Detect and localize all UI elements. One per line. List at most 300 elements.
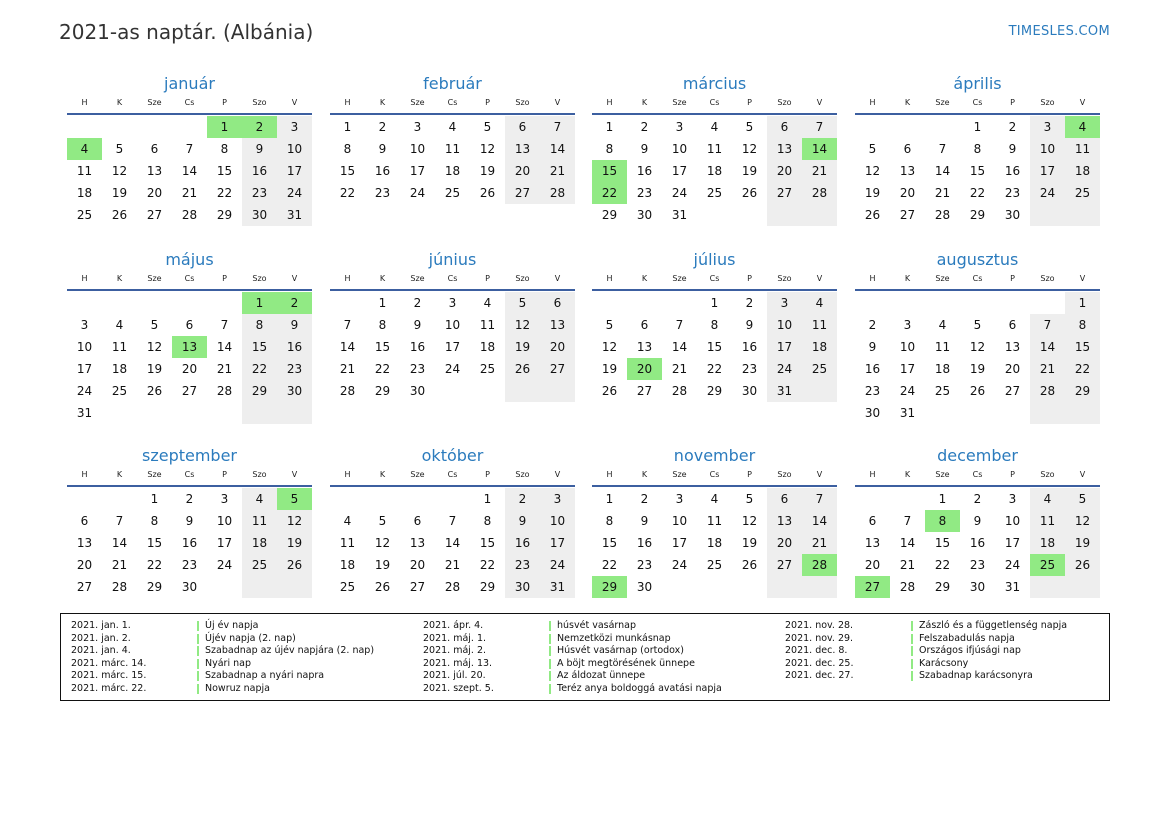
day-cell: 6 [80,514,89,528]
weekday-label: V [291,470,298,479]
day-cell: 13 [864,536,881,550]
empty-cell [102,116,137,138]
day-grid [330,487,575,598]
day-cell: 22 [1065,358,1100,380]
month-name: június [428,250,477,269]
day-cell: 19 [601,362,618,376]
weekday-header [592,96,837,112]
day-cell: 7 [938,142,947,156]
holiday-date: 2021. dec. 27. [785,670,854,681]
day-cell: 11 [1030,510,1065,532]
day-cell: 27 [855,576,890,598]
empty-cell [1065,576,1100,598]
day-cell: 4 [242,488,277,510]
weekday-label: Sze [410,470,425,479]
weekday-label: Sze [935,470,950,479]
day-cell: 11 [706,142,723,156]
day-cell: 5 [483,120,492,134]
legend-row [61,645,374,658]
day-cell: 9 [242,138,277,160]
month-name: július [693,250,736,269]
empty-cell [102,488,137,510]
day-cell: 4 [802,292,837,314]
day-cell: 3 [277,116,312,138]
day-cell: 24 [277,182,312,204]
day-cell: 4 [938,318,947,332]
day-cell: 9 [973,514,982,528]
holiday-date: 2021. szept. 5. [423,682,494,694]
day-cell: 31 [899,406,916,420]
holiday-date: 2021. márc. 14. [71,657,147,669]
empty-cell [662,576,697,598]
day-cell: 27 [1004,384,1021,398]
day-cell: 26 [111,208,128,222]
holiday-date: 2021. máj. 1. [423,632,487,644]
day-cell: 24 [216,558,233,572]
empty-cell [855,292,890,314]
holiday-date: 2021. máj. 13. [423,657,493,669]
holiday-name: Újév napja (2. nap) [205,632,296,644]
day-cell: 31 [277,204,312,226]
day-cell: 29 [934,580,951,594]
weekday-label: K [116,98,123,107]
holiday-marker [197,646,199,656]
day-cell: 7 [903,514,912,528]
day-cell: 22 [374,362,391,376]
holiday-date: 2021. máj. 2. [423,645,487,656]
empty-cell [855,116,890,138]
day-cell: 30 [409,384,426,398]
day-cell: 28 [1030,380,1065,402]
weekday-label: P [747,470,752,479]
month-name: március [682,74,747,93]
day-cell: 30 [636,208,653,222]
day-cell: 28 [934,208,951,222]
day-cell: 4 [343,514,352,528]
holiday-date: 2021. ápr. 4. [423,620,484,631]
day-cell: 31 [671,208,688,222]
day-cell: 21 [802,532,837,554]
empty-cell [802,576,837,598]
day-cell: 17 [76,362,93,376]
day-cell: 30 [636,580,653,594]
weekday-header [67,272,312,288]
day-cell: 5 [115,142,124,156]
day-cell: 15 [592,160,627,182]
page-title: 2021-as naptár. (Albánia) [59,20,314,44]
day-cell: 31 [540,576,575,598]
day-cell: 1 [242,292,277,314]
empty-cell [662,292,697,314]
weekday-label: K [641,470,648,479]
day-cell: 2 [185,492,194,506]
day-cell: 6 [505,116,540,138]
month-name: május [165,250,214,269]
legend-row [413,633,722,646]
weekday-label: Szo [777,470,792,479]
day-cell: 19 [479,164,496,178]
day-cell: 5 [973,318,982,332]
day-cell: 7 [675,318,684,332]
day-cell: 29 [242,380,277,402]
month-name: november [673,446,756,465]
weekday-label: H [344,470,351,479]
day-cell: 10 [671,514,688,528]
day-cell: 1 [710,296,719,310]
day-cell: 19 [741,164,758,178]
day-cell: 9 [505,510,540,532]
holiday-name: Az áldozat ünnepe [557,670,646,681]
weekday-label: H [869,98,876,107]
day-cell: 3 [413,120,422,134]
day-cell: 22 [601,558,618,572]
weekday-label: P [747,274,752,283]
day-cell: 21 [1030,358,1065,380]
day-cell: 15 [601,536,618,550]
day-cell: 7 [802,116,837,138]
holiday-date: 2021. dec. 25. [785,657,854,669]
day-cell: 6 [150,142,159,156]
weekday-label: V [1079,470,1086,479]
day-cell: 21 [934,186,951,200]
legend-row [61,658,374,671]
empty-cell [995,402,1030,424]
day-cell: 11 [76,164,93,178]
empty-cell [732,204,767,226]
weekday-label: Sze [147,98,162,107]
day-cell: 17 [277,160,312,182]
legend-row [413,670,722,683]
day-cell: 17 [1004,536,1021,550]
day-cell: 12 [505,314,540,336]
day-cell: 24 [671,186,688,200]
day-cell: 23 [636,558,653,572]
day-cell: 19 [505,336,540,358]
weekday-label: V [291,274,298,283]
day-cell: 10 [540,510,575,532]
empty-cell [137,116,172,138]
month-name: október [421,446,484,465]
holiday-date: 2021. nov. 29. [785,632,854,644]
weekday-label: Cs [184,274,195,283]
weekday-label: Cs [184,98,195,107]
day-cell: 8 [378,318,387,332]
weekday-label: V [816,274,823,283]
day-cell: 27 [636,384,653,398]
empty-cell [1030,576,1065,598]
day-cell: 15 [374,340,391,354]
holiday-name: Szabadnap a nyári napra [205,670,325,681]
day-cell: 18 [706,164,723,178]
day-cell: 23 [1004,186,1021,200]
empty-cell [67,116,102,138]
holiday-name: Nyári nap [205,657,251,669]
day-cell: 22 [479,558,496,572]
weekday-label: H [606,470,613,479]
day-cell: 2 [745,296,754,310]
day-cell: 28 [540,182,575,204]
holiday-marker [911,671,913,681]
day-cell: 2 [868,318,877,332]
day-cell: 10 [671,142,688,156]
day-cell: 12 [969,340,986,354]
empty-cell [330,292,365,314]
day-cell: 27 [767,554,802,576]
day-cell: 28 [111,580,128,594]
day-cell: 10 [277,138,312,160]
holiday-name: Karácsony [919,657,969,669]
weekday-label: K [379,98,386,107]
day-cell: 12 [864,164,881,178]
day-grid [330,115,575,204]
day-cell: 26 [741,186,758,200]
day-cell: 29 [706,384,723,398]
holiday-name: Húsvét vasárnap (ortodox) [557,645,685,656]
day-cell: 1 [378,296,387,310]
day-cell: 28 [671,384,688,398]
day-cell: 20 [899,186,916,200]
day-cell: 14 [111,536,128,550]
day-cell: 25 [706,558,723,572]
day-cell: 26 [969,384,986,398]
weekday-label: K [904,98,911,107]
day-cell: 21 [444,558,461,572]
day-cell: 30 [741,384,758,398]
day-cell: 20 [505,160,540,182]
day-cell: 6 [1008,318,1017,332]
day-cell: 25 [479,362,496,376]
brand-link[interactable]: TIMESLES.COM [1008,24,1110,39]
day-cell: 9 [745,318,754,332]
day-cell: 8 [220,142,229,156]
day-cell: 12 [741,142,758,156]
empty-cell [767,204,802,226]
holiday-date: 2021. jan. 1. [71,620,131,631]
day-cell: 15 [969,164,986,178]
day-cell: 5 [605,318,614,332]
day-cell: 30 [242,204,277,226]
day-cell: 12 [601,340,618,354]
day-cell: 19 [111,186,128,200]
day-cell: 16 [242,160,277,182]
weekday-label: Sze [672,274,687,283]
day-cell: 31 [767,380,802,402]
day-cell: 10 [767,314,802,336]
day-cell: 2 [640,492,649,506]
empty-cell [1030,402,1065,424]
day-cell: 17 [540,532,575,554]
day-cell: 3 [448,296,457,310]
holiday-name: Nowruz napja [205,682,270,694]
day-cell: 23 [374,186,391,200]
day-cell: 1 [483,492,492,506]
day-cell: 16 [636,164,653,178]
weekday-label: V [291,98,298,107]
weekday-header [855,272,1100,288]
empty-cell [732,576,767,598]
day-cell: 4 [483,296,492,310]
day-cell: 20 [767,160,802,182]
day-cell: 1 [207,116,242,138]
weekday-label: V [816,470,823,479]
weekday-label: P [222,274,227,283]
empty-cell [1065,204,1100,226]
day-cell: 26 [1065,554,1100,576]
holiday-name: Felszabadulás napja [919,632,1015,644]
day-cell: 26 [505,358,540,380]
day-cell: 20 [864,558,881,572]
day-cell: 2 [277,292,312,314]
day-cell: 28 [216,384,233,398]
day-cell: 18 [111,362,128,376]
empty-cell [697,576,732,598]
day-cell: 21 [671,362,688,376]
empty-cell [242,576,277,598]
day-cell: 19 [741,536,758,550]
month-block [855,248,1100,424]
day-cell: 25 [1065,182,1100,204]
day-cell: 26 [277,554,312,576]
empty-cell [1030,292,1065,314]
legend-row [775,670,1067,683]
month-name: február [423,74,482,93]
day-cell: 6 [767,116,802,138]
weekday-label: H [81,98,88,107]
day-cell: 14 [540,138,575,160]
legend-column [413,620,722,695]
day-cell: 13 [146,164,163,178]
day-cell: 17 [216,536,233,550]
day-cell: 22 [969,186,986,200]
day-cell: 14 [444,536,461,550]
day-cell: 9 [1008,142,1017,156]
day-cell: 21 [802,160,837,182]
day-cell: 20 [146,186,163,200]
day-cell: 6 [903,142,912,156]
day-cell: 30 [864,406,881,420]
day-cell: 24 [671,558,688,572]
empty-cell [330,488,365,510]
day-cell: 5 [378,514,387,528]
weekday-label: V [554,470,561,479]
day-cell: 8 [710,318,719,332]
day-cell: 12 [111,164,128,178]
day-cell: 18 [1030,532,1065,554]
day-cell: 8 [925,510,960,532]
day-cell: 6 [413,514,422,528]
holiday-marker [549,621,551,631]
holiday-marker [197,659,199,669]
day-cell: 21 [111,558,128,572]
empty-cell [960,292,995,314]
day-cell: 11 [802,314,837,336]
day-cell: 12 [146,340,163,354]
empty-cell [995,292,1030,314]
day-cell: 11 [444,142,461,156]
day-cell: 24 [444,362,461,376]
holiday-marker [197,671,199,681]
empty-cell [540,380,575,402]
legend-row [61,670,374,683]
holiday-name: Szabadnap karácsonyra [919,670,1033,681]
empty-cell [207,402,242,424]
empty-cell [207,292,242,314]
empty-cell [102,402,137,424]
day-cell: 1 [343,120,352,134]
weekday-label: V [554,274,561,283]
empty-cell [470,380,505,402]
weekday-label: Cs [709,274,720,283]
month-name: szeptember [141,446,237,465]
weekday-label: Sze [147,470,162,479]
empty-cell [435,488,470,510]
empty-cell [697,204,732,226]
day-cell: 15 [339,164,356,178]
day-cell: 4 [67,138,102,160]
day-cell: 8 [1065,314,1100,336]
day-cell: 23 [505,554,540,576]
weekday-label: Szo [515,470,530,479]
day-cell: 4 [710,492,719,506]
day-cell: 18 [934,362,951,376]
weekday-label: Sze [410,98,425,107]
empty-cell [102,292,137,314]
day-grid [67,291,312,424]
weekday-label: K [116,470,123,479]
day-cell: 9 [640,142,649,156]
day-cell: 13 [1004,340,1021,354]
weekday-label: Szo [515,98,530,107]
day-cell: 6 [868,514,877,528]
day-cell: 18 [242,532,277,554]
weekday-label: P [222,470,227,479]
weekday-label: H [606,98,613,107]
weekday-label: V [1079,274,1086,283]
day-cell: 13 [767,510,802,532]
day-cell: 16 [277,336,312,358]
day-cell: 13 [76,536,93,550]
day-cell: 5 [868,142,877,156]
day-cell: 25 [111,384,128,398]
holiday-date: 2021. márc. 22. [71,682,147,694]
day-cell: 24 [409,186,426,200]
weekday-label: Cs [972,274,983,283]
legend-row [61,683,374,696]
weekday-header [330,272,575,288]
day-cell: 13 [636,340,653,354]
day-cell: 7 [115,514,124,528]
empty-cell [277,576,312,598]
empty-cell [890,488,925,510]
weekday-label: Cs [972,98,983,107]
day-cell: 24 [540,554,575,576]
day-cell: 6 [185,318,194,332]
day-cell: 23 [409,362,426,376]
day-cell: 22 [146,558,163,572]
month-name: április [953,74,1002,93]
day-cell: 15 [242,336,277,358]
day-cell: 14 [934,164,951,178]
month-block [330,444,575,598]
day-cell: 26 [146,384,163,398]
empty-cell [802,380,837,402]
day-cell: 28 [802,554,837,576]
weekday-label: P [485,98,490,107]
weekday-label: Cs [709,98,720,107]
empty-cell [505,380,540,402]
day-cell: 25 [1030,554,1065,576]
day-cell: 13 [767,138,802,160]
